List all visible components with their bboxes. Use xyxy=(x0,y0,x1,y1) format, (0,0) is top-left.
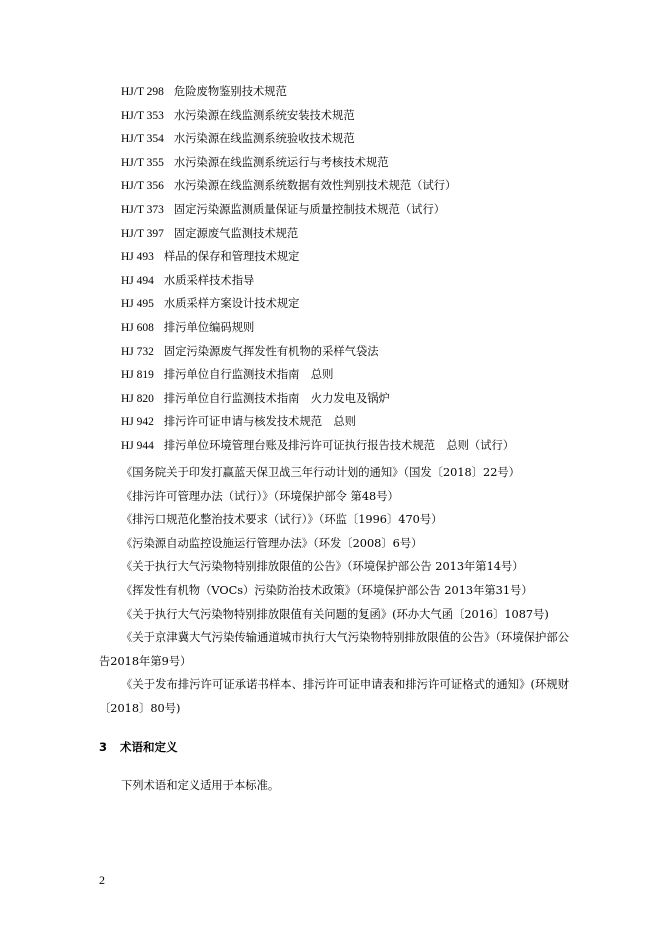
regulation-item: 《关于执行大气污染物特别排放限值的公告》（环境保护部公告 2013年第14号） xyxy=(121,560,524,574)
standard-code: HJ 944 xyxy=(121,439,154,452)
standard-title: 排污单位自行监测技术指南 总则 xyxy=(163,368,334,382)
standard-code: HJ/T 373 xyxy=(121,203,164,216)
standard-item xyxy=(121,269,581,293)
standard-title: 排污单位环境管理台账及排污许可证执行报告技术规范 总则（试行） xyxy=(163,438,515,452)
regulation-item: 《关于京津冀大气污染传输通道城市执行大气污染物特别排放限值的公告》（环境保护部公告2018年第9号） xyxy=(99,631,569,668)
standard-code: HJ/T 353 xyxy=(121,109,164,122)
regulation-item: 《排污口规范化整治技术要求（试行）》（环监〔1996〕470号） xyxy=(121,513,443,527)
standard-item xyxy=(121,245,581,269)
standard-title: 危险废物鉴别技术规范 xyxy=(173,85,287,98)
standard-title: 固定污染源监测质量保证与质量控制技术规范（试行） xyxy=(173,202,446,216)
standard-code: HJ/T 298 xyxy=(121,86,164,98)
standard-item xyxy=(121,387,581,411)
standard-item xyxy=(121,174,581,198)
standard-item xyxy=(121,127,581,151)
standard-title: 样品的保存和管理技术规定 xyxy=(163,250,300,264)
regulations-list xyxy=(99,461,569,721)
standard-code: HJ 820 xyxy=(121,392,154,405)
standard-item xyxy=(121,222,581,246)
standard-code: HJ/T 397 xyxy=(121,227,164,240)
standard-code: HJ 493 xyxy=(121,251,154,264)
standard-title: 水质采样技术指导 xyxy=(163,273,255,287)
standard-item xyxy=(121,151,581,175)
standard-code: HJ/T 356 xyxy=(121,180,164,193)
standard-item xyxy=(121,316,581,340)
standard-title: 水污染源在线监测系统运行与考核技术规范 xyxy=(173,155,389,169)
standard-item xyxy=(121,363,581,387)
regulation-item: 《关于执行大气污染物特别排放限值有关问题的复函》(环办大气函〔2016〕1087号) xyxy=(121,607,549,621)
standard-code: HJ 819 xyxy=(121,369,154,382)
standard-code: HJ 608 xyxy=(121,321,154,334)
standard-item xyxy=(121,434,581,458)
regulation-item: 《国务院关于印发打赢蓝天保卫战三年行动计划的通知》（国发〔2018〕22号） xyxy=(121,466,520,479)
standard-item xyxy=(121,410,581,434)
section-heading xyxy=(99,737,178,757)
standard-code: HJ 942 xyxy=(121,416,154,429)
regulation-item: 《排污许可管理办法（试行）》（环境保护部令 第48号） xyxy=(121,489,399,503)
standard-item xyxy=(121,104,581,128)
standard-code: HJ 732 xyxy=(121,345,154,358)
standard-title: 固定源废气监测技术规范 xyxy=(173,226,299,240)
standard-title: 排污许可证申请与核发技术规范 总则 xyxy=(163,415,356,429)
standards-list xyxy=(121,80,581,458)
section-number: 3 xyxy=(99,740,108,754)
standard-title: 水质采样方案设计技术规定 xyxy=(163,297,300,311)
standard-title: 水污染源在线监测系统安装技术规范 xyxy=(173,108,355,122)
regulation-item: 《关于发布排污许可证承诺书样本、排污许可证申请表和排污许可证格式的通知》(环规财〔2018〕80号) xyxy=(99,678,569,715)
section-title: 术语和定义 xyxy=(120,740,178,754)
standard-code: HJ/T 354 xyxy=(121,133,164,146)
regulation-item: 《挥发性有机物（VOCs）污染防治技术政策》（环境保护部公告 2013年第31号） xyxy=(121,583,533,597)
standard-item xyxy=(121,80,581,104)
section-intro: 下列术语和定义适用于本标准。 xyxy=(121,779,280,792)
standard-code: HJ/T 355 xyxy=(121,156,164,169)
standard-code: HJ 494 xyxy=(121,274,154,287)
standard-title: 水污染源在线监测系统数据有效性判别技术规范（试行） xyxy=(173,179,457,193)
standard-title: 排污单位编码规则 xyxy=(163,320,255,334)
standard-title: 排污单位自行监测技术指南 火力发电及锅炉 xyxy=(163,391,390,405)
page-number: 2 xyxy=(99,873,105,887)
standard-title: 固定污染源废气挥发性有机物的采样气袋法 xyxy=(163,344,379,358)
standard-title: 水污染源在线监测系统验收技术规范 xyxy=(173,132,355,146)
standard-item xyxy=(121,292,581,316)
regulation-item: 《污染源自动监控设施运行管理办法》（环发〔2008〕6号） xyxy=(121,536,423,550)
standard-item xyxy=(121,340,581,364)
standard-item xyxy=(121,198,581,222)
standard-code: HJ 495 xyxy=(121,298,154,311)
